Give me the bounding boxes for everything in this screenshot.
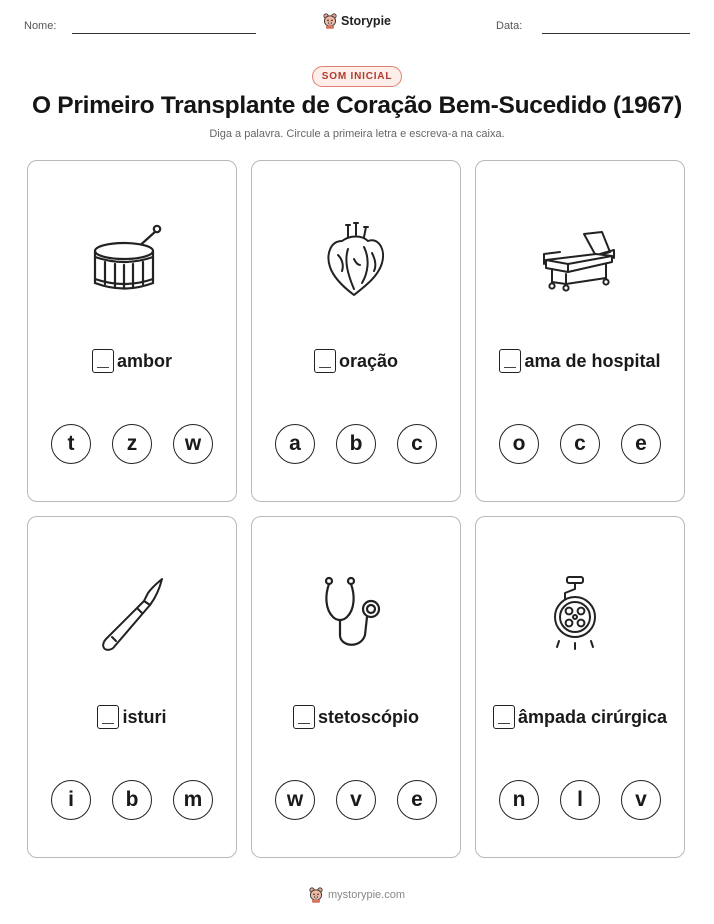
letter-choice[interactable]: o [499,424,539,464]
letter-choice[interactable]: b [336,424,376,464]
letter-answer-box[interactable] [493,705,515,729]
category-badge: SOM INICIAL [312,66,402,87]
letter-choice[interactable]: w [173,424,213,464]
word-row [476,705,684,729]
letter-answer-box[interactable] [97,705,119,729]
scalpel-icon [92,575,172,655]
letter-answer-box[interactable] [499,349,521,373]
letter-choice[interactable]: b [112,780,152,820]
brand [0,13,714,29]
word-fragment: ambor [116,350,172,371]
letter-choice[interactable]: l [560,780,600,820]
word-card [251,516,461,858]
word-card [251,160,461,502]
letter-answer-box[interactable] [293,705,315,729]
instructions: Diga a palavra. Circule a primeira letra e escreva-a na caixa. [209,128,505,140]
storypie-logo-icon [323,13,337,29]
letter-choice[interactable]: a [275,424,315,464]
surgical-lamp-icon [545,575,615,655]
word-fragment: isturi [122,706,167,727]
date-label: Data: [496,20,523,32]
letter-choice[interactable]: v [621,780,661,820]
name-label: Nome: [24,20,57,32]
word-card [27,160,237,502]
word-row [28,349,236,373]
word-fragment: stetoscópio [317,706,419,727]
letter-choice[interactable]: e [621,424,661,464]
word-card [475,516,685,858]
word-row [476,349,684,373]
name-field-line[interactable] [72,33,256,34]
word-row [28,705,236,729]
word-fragment: oração [338,350,399,371]
word-row [252,349,460,373]
letter-choice[interactable]: m [173,780,213,820]
letter-answer-box[interactable] [314,349,336,373]
word-fragment: ama de hospital [524,350,661,371]
footer [0,887,714,903]
drum-icon [92,219,172,299]
letter-choice[interactable]: c [560,424,600,464]
word-card [475,160,685,502]
letter-choice[interactable]: w [275,780,315,820]
letter-choice[interactable]: i [51,780,91,820]
footer-url: mystorypie.com [327,889,406,901]
letter-choice[interactable]: z [112,424,152,464]
page-title: O Primeiro Transplante de Coração Bem-Sucedido (1967) [32,92,682,119]
letter-choice[interactable]: n [499,780,539,820]
letter-choice[interactable]: t [51,424,91,464]
letter-answer-box[interactable] [92,349,114,373]
hospital-bed-icon [540,224,620,294]
storypie-logo-icon [309,887,323,903]
letter-choice[interactable]: v [336,780,376,820]
date-field-line[interactable] [542,33,690,34]
word-row [252,705,460,729]
heart-icon [324,219,388,299]
letter-choice[interactable]: c [397,424,437,464]
word-card [27,516,237,858]
letter-choice[interactable]: e [397,780,437,820]
brand-name: Storypie [340,14,391,28]
word-fragment: âmpada cirúrgica [517,706,668,727]
stethoscope-icon [321,575,391,655]
